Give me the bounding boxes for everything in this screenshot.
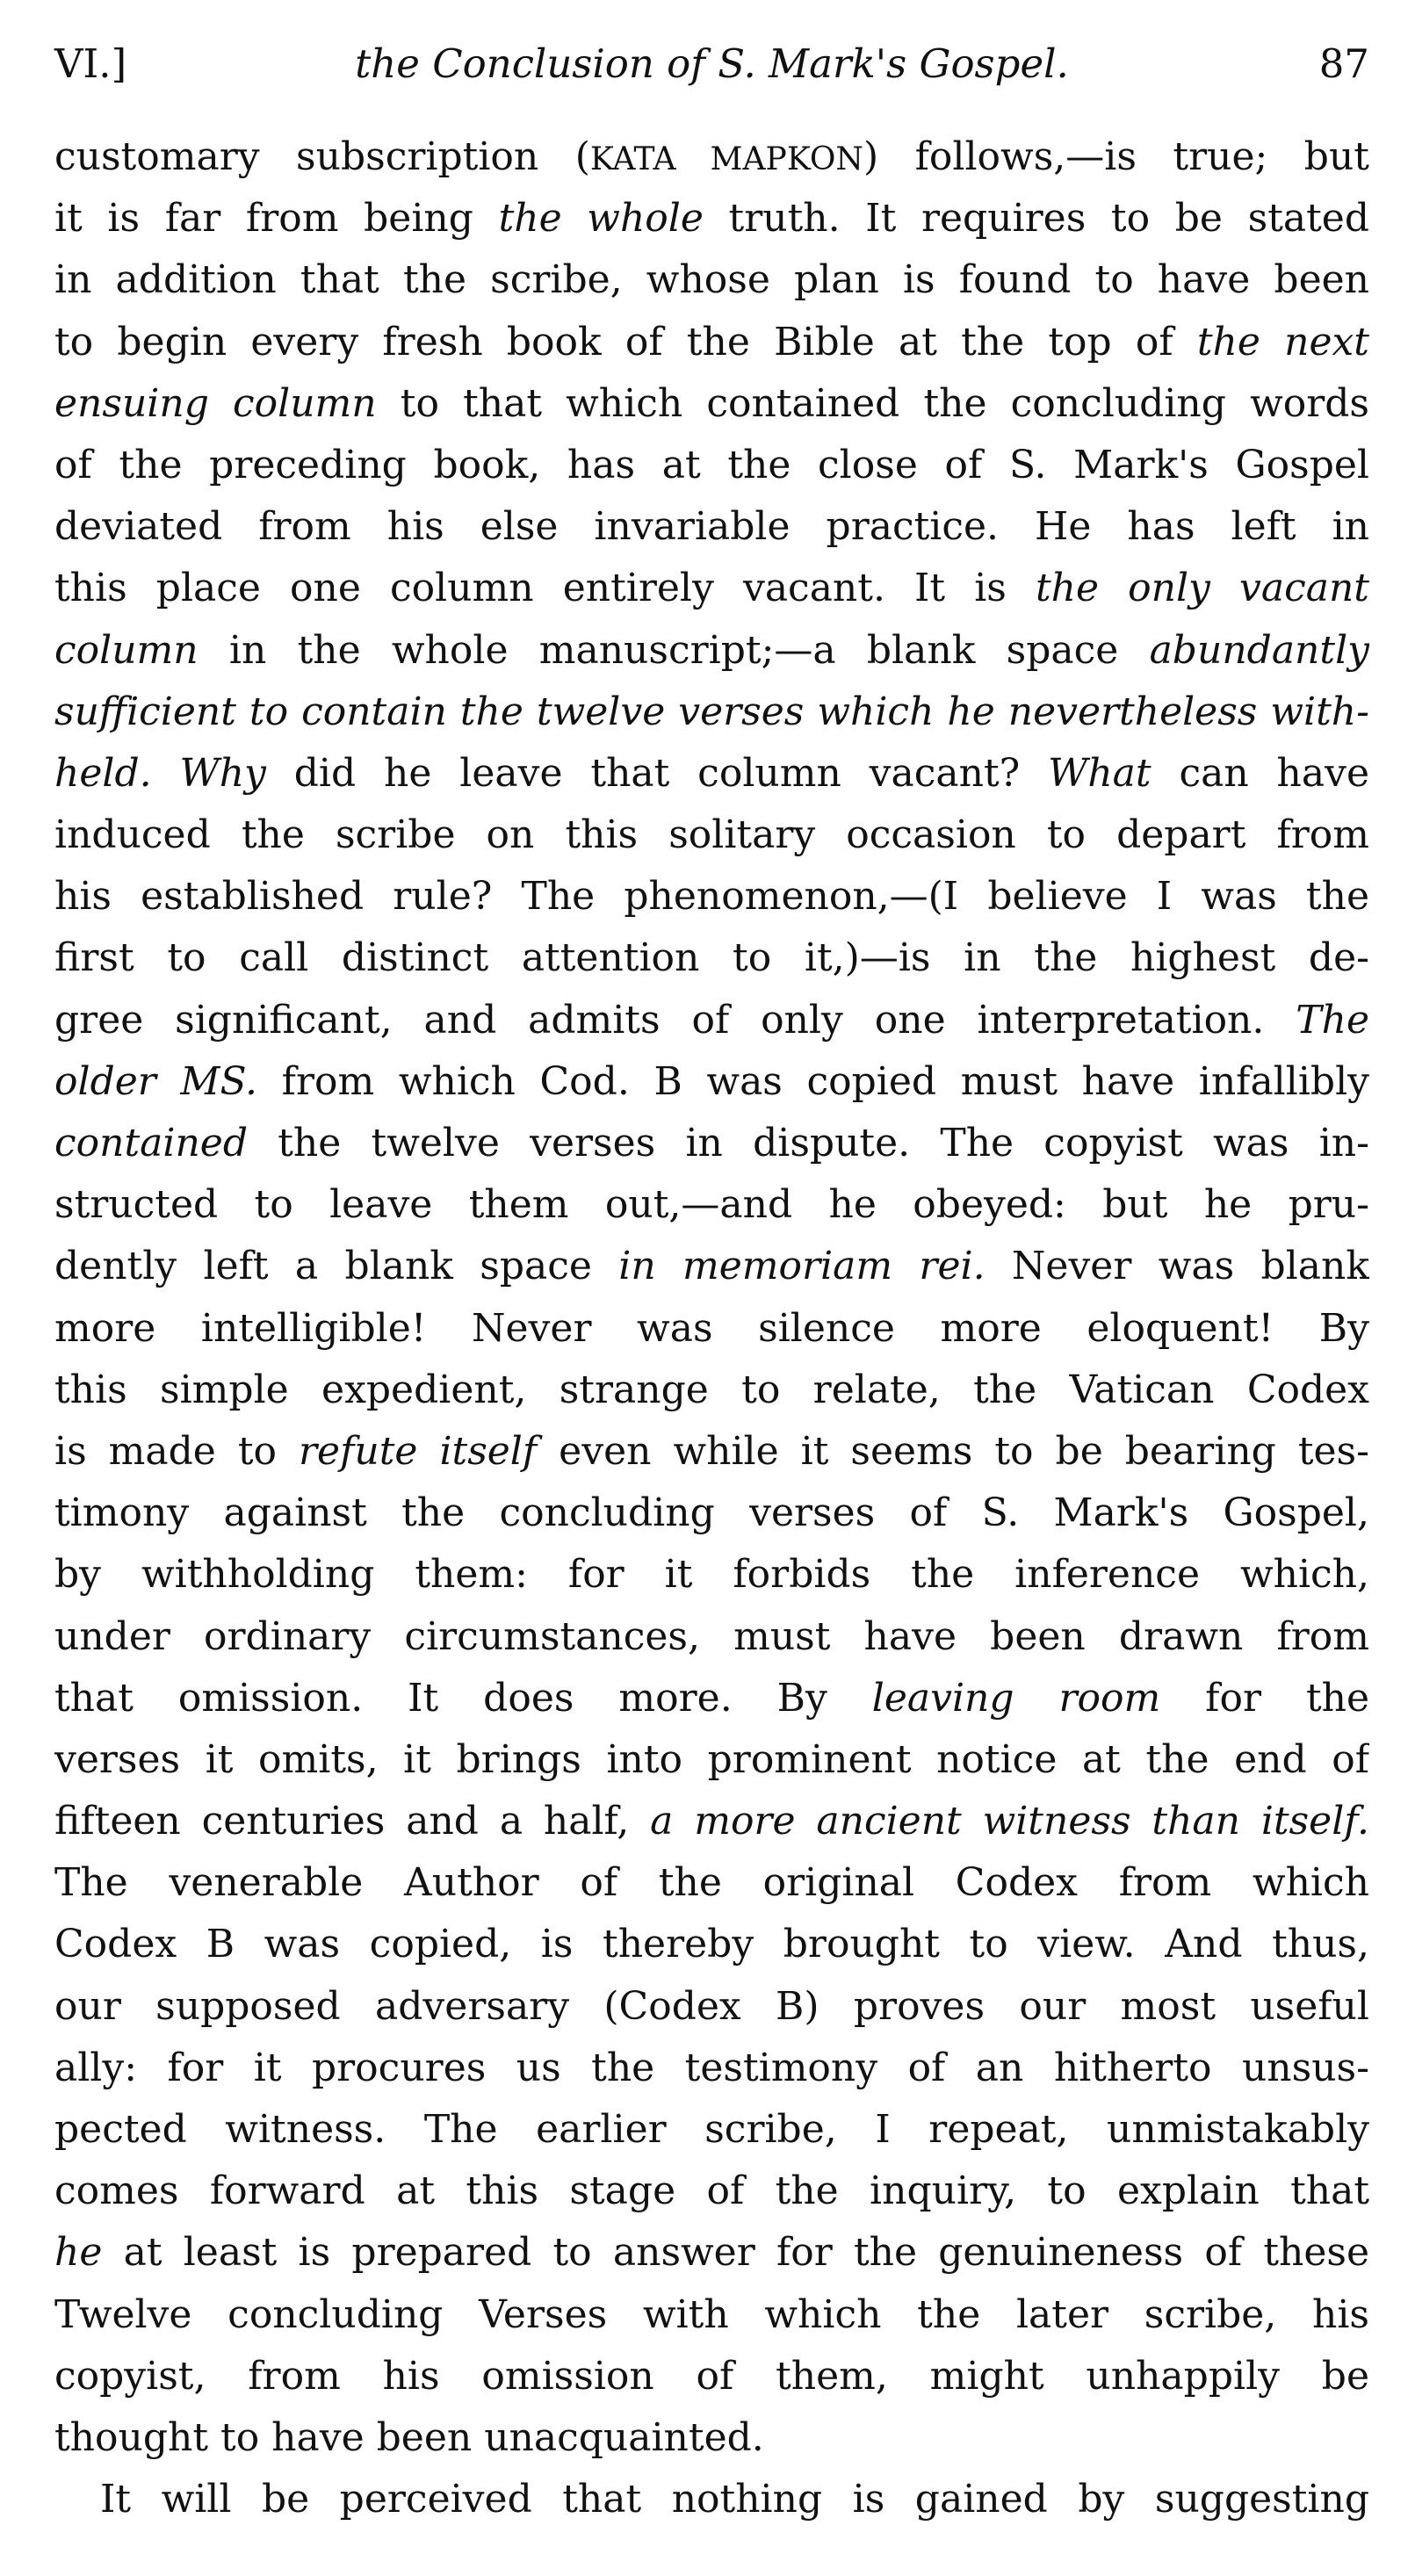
text-line xyxy=(54,927,1369,989)
text-line xyxy=(54,2346,1369,2407)
text-line xyxy=(54,188,1369,249)
page-number: 87 xyxy=(1318,40,1369,87)
text-line xyxy=(54,990,1369,1051)
italic-text: The xyxy=(1296,997,1369,1043)
running-header xyxy=(54,33,1369,95)
text-span: gree significant, and admits of only one interpretation. xyxy=(54,997,1296,1043)
text-line xyxy=(54,2038,1369,2099)
text-line xyxy=(54,743,1369,805)
text-span: this simple expedient, strange to relate, the Vatican Codex xyxy=(54,1367,1369,1412)
italic-text: held. xyxy=(54,750,152,796)
text-span: it is far from being xyxy=(54,196,499,242)
text-line xyxy=(54,682,1369,743)
text-line xyxy=(54,126,1369,188)
text-line xyxy=(54,1483,1369,1544)
italic-text: in memoriam rei. xyxy=(618,1244,985,1289)
text-span: to begin every fresh book of the Bible at the top of xyxy=(54,319,1197,364)
text-span: comes forward at this stage of the inquiry, to explain that xyxy=(54,2168,1369,2214)
text-span: even while it seems to be bearing tes- xyxy=(537,1428,1369,1474)
text-line xyxy=(54,1606,1369,1668)
text-span: of the preceding book, has at the close of S. Mark's Gospel xyxy=(54,442,1369,487)
italic-text: What xyxy=(1048,750,1151,796)
text-span: that omission. It does more. By xyxy=(54,1675,872,1721)
paragraph xyxy=(54,126,1369,2469)
text-line xyxy=(54,1914,1369,1975)
text-span: copyist, from his omission of them, might unhappily be xyxy=(54,2353,1369,2399)
running-title: the Conclusion of S. Mark's Gospel. xyxy=(355,40,1069,87)
text-line xyxy=(54,1174,1369,1236)
text-span: deviated from his else invariable practice. He has left in xyxy=(54,504,1369,550)
text-span: for the xyxy=(1160,1675,1369,1721)
text-line xyxy=(54,2284,1369,2346)
italic-text: abundantly xyxy=(1149,627,1369,673)
text-span: fifteen centuries and a half, xyxy=(54,1799,651,1844)
italic-text: the next xyxy=(1196,319,1369,364)
italic-text: sufficient to contain the twelve verses which he nevertheless with- xyxy=(54,689,1369,734)
text-span: to that which contained the concluding words xyxy=(376,380,1369,426)
text-span: our supposed adversary (Codex B) proves our most useful xyxy=(54,1983,1369,2029)
text-span: thought to have been unacquainted. xyxy=(54,2414,764,2460)
text-line xyxy=(54,1298,1369,1360)
text-span: under ordinary circumstances, must have been drawn from xyxy=(54,1613,1369,1659)
text-line xyxy=(54,435,1369,496)
text-line xyxy=(54,249,1369,311)
text-span: truth. It requires to be stated xyxy=(703,196,1369,242)
text-line xyxy=(54,1729,1369,1791)
text-line xyxy=(54,1668,1369,1729)
text-line xyxy=(54,805,1369,866)
italic-text: a more ancient witness than itself. xyxy=(650,1799,1369,1844)
text-line xyxy=(54,1113,1369,1174)
italic-text: older MS. xyxy=(54,1058,258,1104)
text-span: first to call distinct attention to it,)—is in the highest de- xyxy=(54,935,1369,981)
text-span: is made to xyxy=(54,1428,300,1474)
text-line xyxy=(54,1421,1369,1483)
text-line xyxy=(54,2222,1369,2284)
chapter-number: VI.] xyxy=(54,40,127,87)
italic-text: refute itself xyxy=(299,1428,538,1474)
text-line xyxy=(54,558,1369,619)
text-span: structed to leave them out,—and he obeyed: but he pru- xyxy=(54,1182,1369,1228)
paragraph xyxy=(54,2469,1369,2530)
italic-text: Why xyxy=(179,750,266,796)
greek-small-caps: KATA MAPKON xyxy=(589,141,863,177)
text-span xyxy=(152,751,180,796)
italic-text: the only vacant xyxy=(1035,566,1369,611)
text-line xyxy=(54,373,1369,435)
text-line xyxy=(54,1976,1369,2038)
text-span: in addition that the scribe, whose plan is found to have been xyxy=(54,257,1369,303)
text-span: customary subscription ( xyxy=(54,134,590,179)
text-span: timony against the concluding verses of S. Mark's Gospel, xyxy=(54,1490,1369,1536)
text-line xyxy=(54,620,1369,682)
text-line xyxy=(54,1360,1369,1421)
text-line xyxy=(54,312,1369,373)
text-span: induced the scribe on this solitary occasion to depart from xyxy=(54,812,1369,858)
text-line xyxy=(54,2099,1369,2161)
text-span: Never was blank xyxy=(985,1244,1369,1289)
text-span: can have xyxy=(1151,750,1369,796)
text-span: ) follows,—is true; but xyxy=(863,134,1369,179)
italic-text: contained xyxy=(54,1121,248,1165)
text-span: from which Cod. B was copied must have infallibly xyxy=(257,1058,1369,1104)
text-span: this place one column entirely vacant. It is xyxy=(54,566,1036,611)
text-line xyxy=(54,1236,1369,1297)
text-span: dently left a blank space xyxy=(54,1244,619,1289)
text-span: verses it omits, it brings into prominent notice at the end of xyxy=(54,1736,1369,1782)
text-line xyxy=(54,2469,1369,2530)
text-span: his established rule? The phenomenon,—(I believe I was the xyxy=(54,874,1369,920)
text-line xyxy=(54,1852,1369,1914)
text-line xyxy=(54,2407,1369,2469)
text-span: by withholding them: for it forbids the inference which, xyxy=(54,1552,1369,1598)
italic-text: ensuing column xyxy=(54,380,377,426)
text-span: Codex B was copied, is thereby brought to view. And thus, xyxy=(54,1922,1369,1967)
text-span: ally: for it procures us the testimony of an hitherto unsus- xyxy=(54,2045,1369,2090)
text-line xyxy=(54,1544,1369,1605)
italic-text: leaving room xyxy=(871,1675,1161,1721)
text-line xyxy=(54,496,1369,558)
text-span: in the whole manuscript;—a blank space xyxy=(198,627,1150,673)
text-span: It will be perceived that nothing is gained by suggesting xyxy=(100,2477,1369,2522)
text-line xyxy=(54,866,1369,927)
text-span: the twelve verses in dispute. The copyist was in- xyxy=(248,1121,1369,1165)
text-line xyxy=(54,1051,1369,1113)
text-span: The venerable Author of the original Codex from which xyxy=(54,1860,1369,1906)
text-line xyxy=(54,1791,1369,1852)
italic-text: he xyxy=(54,2230,103,2276)
text-span: more intelligible! Never was silence more eloquent! By xyxy=(54,1305,1369,1351)
body-text xyxy=(54,126,1369,2530)
text-span: at least is prepared to answer for the genuineness of these xyxy=(102,2230,1369,2276)
italic-text: column xyxy=(54,627,199,673)
text-span: did he leave that column vacant? xyxy=(265,750,1049,796)
text-span: pected witness. The earlier scribe, I repeat, unmistakably xyxy=(54,2107,1369,2152)
italic-text: the whole xyxy=(498,196,704,242)
text-span: Twelve concluding Verses with which the later scribe, his xyxy=(54,2291,1369,2337)
text-line xyxy=(54,2161,1369,2222)
